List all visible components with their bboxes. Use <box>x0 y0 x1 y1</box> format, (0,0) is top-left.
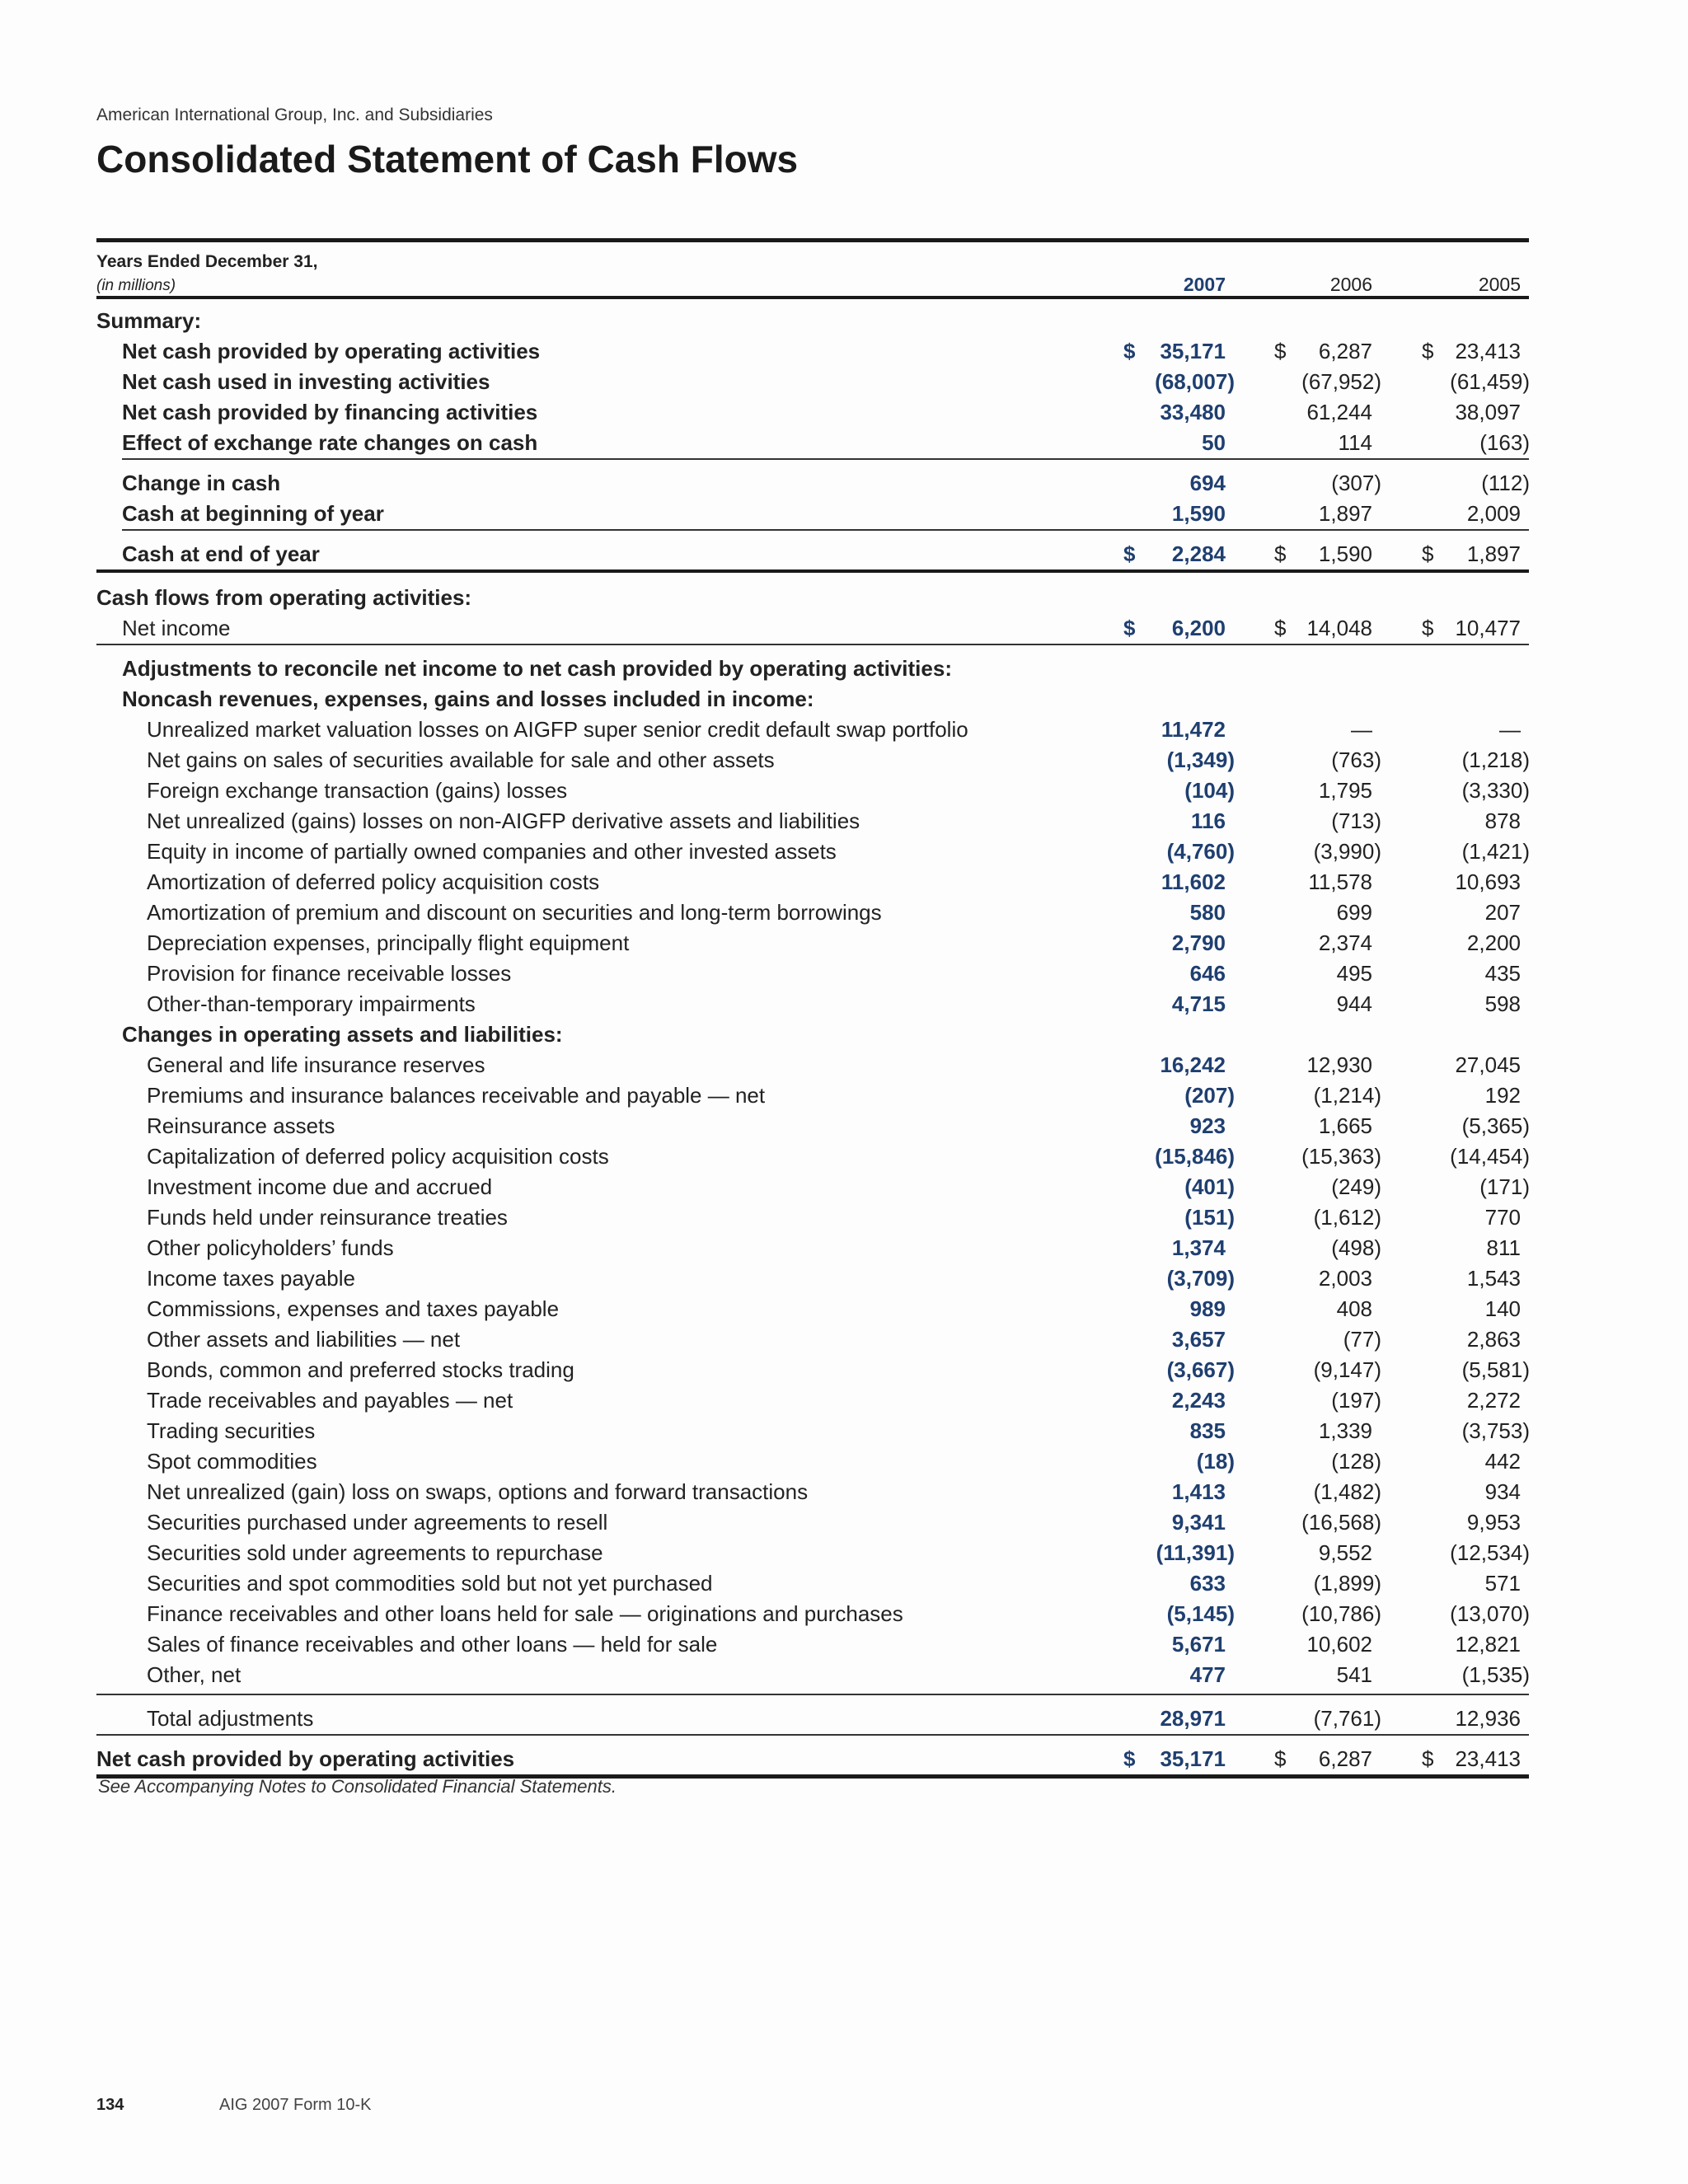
row-label: Net unrealized (gains) losses on non-AIGFP derivative assets and liabilities <box>147 808 860 833</box>
table-row <box>96 1704 1529 1734</box>
row-label: Trade receivables and payables — net <box>147 1388 513 1413</box>
value-2007: 35,171 <box>1160 339 1226 363</box>
row-label: Trading securities <box>147 1418 316 1443</box>
value-2005: 38,097 <box>1455 400 1521 424</box>
value-2006: 12,930 <box>1306 1052 1372 1077</box>
value-2005: 23,413 <box>1455 1746 1521 1771</box>
row-label: Cash at end of year <box>122 541 320 566</box>
row-label: Capitalization of deferred policy acquisition costs <box>147 1144 609 1169</box>
row-label: General and life insurance reserves <box>147 1052 485 1077</box>
section-heading: Noncash revenues, expenses, gains and losses included in income: <box>122 687 814 711</box>
table-row <box>96 1324 1529 1355</box>
currency-symbol: $ <box>1274 339 1287 363</box>
currency-symbol: $ <box>1123 541 1136 566</box>
value-2006: 408 <box>1336 1296 1372 1321</box>
cash-flow-table <box>96 238 1529 1779</box>
noncash-rows <box>96 715 1529 1019</box>
table-row <box>96 1629 1529 1660</box>
value-2006: 541 <box>1336 1662 1372 1687</box>
row-label: Investment income due and accrued <box>147 1174 493 1199</box>
units-label: (in millions) <box>96 277 176 294</box>
value-2007: 16,242 <box>1160 1052 1226 1077</box>
table-row <box>96 1263 1529 1294</box>
table-row <box>96 468 1529 499</box>
value-2006: 6,287 <box>1318 1746 1372 1771</box>
row-label: Other policyholders’ funds <box>147 1235 394 1260</box>
value-2007: 1,590 <box>1171 501 1226 526</box>
row-label: Net cash provided by financing activities <box>122 400 538 424</box>
value-2005: (5,365) <box>1461 1113 1530 1138</box>
value-2005: (12,534) <box>1450 1540 1530 1565</box>
currency-symbol: $ <box>1123 616 1136 640</box>
row-label: Reinsurance assets <box>147 1113 335 1138</box>
section-heading: Summary: <box>96 308 202 333</box>
table-row <box>96 539 1529 569</box>
value-2005: 442 <box>1484 1449 1521 1474</box>
value-2006: 114 <box>1338 430 1372 455</box>
value-2006: (16,568) <box>1301 1510 1381 1535</box>
value-2007: (5,145) <box>1166 1601 1235 1626</box>
value-2005: 598 <box>1484 991 1521 1016</box>
row-label: Funds held under reinsurance treaties <box>147 1205 508 1230</box>
value-2005: 770 <box>1484 1205 1521 1230</box>
row-label: Net cash provided by operating activities <box>122 339 541 363</box>
section-heading: Adjustments to reconcile net income to net cash provided by operating activities: <box>122 656 952 681</box>
value-2005: (1,218) <box>1461 748 1530 772</box>
value-2005: 12,821 <box>1455 1632 1521 1657</box>
row-label: Provision for finance receivable losses <box>147 961 512 986</box>
years-ended-label: Years Ended December 31, <box>96 252 318 271</box>
value-2007: 633 <box>1189 1571 1226 1596</box>
summary-heading <box>96 306 1529 336</box>
subsection-heading <box>96 684 1529 715</box>
value-2007: 4,715 <box>1171 991 1226 1016</box>
value-2006: 2,003 <box>1318 1266 1372 1291</box>
value-2007: 50 <box>1202 430 1226 455</box>
section-heading: Cash flows from operating activities: <box>96 585 472 610</box>
value-2007: (18) <box>1196 1449 1235 1474</box>
value-2005: (5,581) <box>1461 1357 1530 1382</box>
table-row <box>96 1080 1529 1111</box>
value-2005: 1,543 <box>1466 1266 1521 1291</box>
value-2006: 9,552 <box>1318 1540 1372 1565</box>
value-2005: 878 <box>1484 808 1521 833</box>
row-label: Cash at beginning of year <box>122 501 384 526</box>
value-2007: 2,284 <box>1171 541 1226 566</box>
row-label: Finance receivables and other loans held for sale — originations and purchases <box>147 1601 903 1626</box>
value-2006: (1,899) <box>1313 1571 1381 1596</box>
table-row <box>96 1568 1529 1599</box>
value-2007: 33,480 <box>1160 400 1226 424</box>
changes-rows <box>96 1050 1529 1690</box>
currency-symbol: $ <box>1274 541 1287 566</box>
document-name: AIG 2007 Form 10-K <box>219 2096 372 2114</box>
value-2006: 944 <box>1336 991 1372 1016</box>
value-2005: (163) <box>1479 430 1530 455</box>
row-label: Effect of exchange rate changes on cash <box>122 430 538 455</box>
table-row <box>96 397 1529 428</box>
value-2006: 699 <box>1336 900 1372 925</box>
value-2005: 10,477 <box>1455 616 1521 640</box>
table-row <box>96 776 1529 806</box>
table-row <box>96 989 1529 1019</box>
value-2006: 11,578 <box>1308 869 1372 894</box>
value-2007: 989 <box>1189 1296 1226 1321</box>
value-2005: (13,070) <box>1450 1601 1530 1626</box>
value-2005: 10,693 <box>1455 869 1521 894</box>
table-row <box>96 806 1529 837</box>
value-2006: (763) <box>1331 748 1381 772</box>
table-row <box>96 1233 1529 1263</box>
value-2007: 5,671 <box>1171 1632 1226 1657</box>
table-row <box>96 499 1529 529</box>
value-2006: (67,952) <box>1301 369 1381 394</box>
table-row <box>96 715 1529 745</box>
row-label: Other-than-temporary impairments <box>147 991 476 1016</box>
table-row <box>96 745 1529 776</box>
row-label: Net cash provided by operating activities <box>96 1746 515 1771</box>
value-2005: — <box>1499 717 1521 742</box>
currency-symbol: $ <box>1123 339 1136 363</box>
value-2007: (15,846) <box>1155 1144 1235 1169</box>
table-row <box>96 1172 1529 1202</box>
value-2006: 2,374 <box>1318 930 1372 955</box>
row-label: Depreciation expenses, principally flight equipment <box>147 930 630 955</box>
value-2005: 207 <box>1484 900 1521 925</box>
value-2006: (307) <box>1331 471 1381 495</box>
value-2005: (112) <box>1481 471 1530 495</box>
value-2007: 3,657 <box>1171 1327 1226 1352</box>
value-2006: 1,795 <box>1318 778 1372 803</box>
table-row <box>96 1446 1529 1477</box>
value-2005: (61,459) <box>1450 369 1530 394</box>
row-label: Bonds, common and preferred stocks trading <box>147 1357 574 1382</box>
year-2006-header: 2006 <box>1329 274 1372 295</box>
table-row <box>96 1050 1529 1080</box>
value-2007: 11,602 <box>1160 869 1226 894</box>
row-label: Commissions, expenses and taxes payable <box>147 1296 560 1321</box>
value-2007: (3,709) <box>1166 1266 1235 1291</box>
value-2007: 835 <box>1189 1418 1226 1443</box>
table-row <box>96 867 1529 898</box>
table-row <box>96 958 1529 989</box>
value-2007: 1,374 <box>1171 1235 1226 1260</box>
value-2006: (10,786) <box>1301 1601 1381 1626</box>
section-heading: Changes in operating assets and liabilities: <box>122 1022 563 1047</box>
row-label: Income taxes payable <box>147 1266 355 1291</box>
value-2007: 116 <box>1191 808 1226 833</box>
value-2006: (15,363) <box>1301 1144 1381 1169</box>
value-2006: (3,990) <box>1313 839 1381 864</box>
table-row <box>96 898 1529 928</box>
value-2006: 1,590 <box>1318 541 1372 566</box>
footnote: See Accompanying Notes to Consolidated Financial Statements. <box>98 1776 617 1797</box>
value-2006: — <box>1351 717 1372 742</box>
row-label: Sales of finance receivables and other loans — held for sale <box>147 1632 718 1657</box>
value-2006: 1,665 <box>1318 1113 1372 1138</box>
table-row <box>96 1599 1529 1629</box>
value-2007: 2,243 <box>1171 1388 1226 1413</box>
value-2005: 571 <box>1484 1571 1521 1596</box>
table-row <box>96 336 1529 367</box>
value-2005: (1,535) <box>1461 1662 1530 1687</box>
table-row <box>96 1744 1529 1779</box>
value-2005: (3,753) <box>1461 1418 1530 1443</box>
value-2007: (401) <box>1184 1174 1235 1199</box>
value-2006: (197) <box>1331 1388 1381 1413</box>
row-label: Foreign exchange transaction (gains) losses <box>147 778 568 803</box>
table-row <box>96 1477 1529 1507</box>
value-2007: 11,472 <box>1160 717 1226 742</box>
table-header <box>96 238 1529 299</box>
table-row <box>96 1111 1529 1141</box>
value-2005: (14,454) <box>1450 1144 1530 1169</box>
currency-symbol: $ <box>1422 616 1434 640</box>
table-row <box>96 1660 1529 1690</box>
table-row <box>96 1385 1529 1416</box>
value-2005: 23,413 <box>1455 339 1521 363</box>
row-label: Amortization of deferred policy acquisition costs <box>147 869 600 894</box>
value-2005: (1,421) <box>1461 839 1530 864</box>
value-2007: 580 <box>1189 900 1226 925</box>
value-2006: (249) <box>1331 1174 1381 1199</box>
row-label: Equity in income of partially owned companies and other invested assets <box>147 839 837 864</box>
value-2007: (4,760) <box>1166 839 1235 864</box>
value-2007: 28,971 <box>1160 1706 1226 1731</box>
currency-symbol: $ <box>1422 541 1434 566</box>
value-2006: 1,339 <box>1318 1418 1372 1443</box>
value-2005: 2,272 <box>1466 1388 1521 1413</box>
year-2007-header: 2007 <box>1183 274 1226 295</box>
value-2007: (11,391) <box>1156 1540 1235 1565</box>
value-2007: 477 <box>1189 1662 1226 1687</box>
value-2006: 495 <box>1336 961 1372 986</box>
value-2005: 27,045 <box>1455 1052 1521 1077</box>
value-2006: (7,761) <box>1313 1706 1381 1731</box>
value-2005: 9,953 <box>1466 1510 1521 1535</box>
table-row <box>96 1294 1529 1324</box>
table-row <box>96 928 1529 958</box>
value-2005: 435 <box>1484 961 1521 986</box>
value-2007: (3,667) <box>1166 1357 1235 1382</box>
value-2007: 694 <box>1189 471 1226 495</box>
value-2006: 14,048 <box>1306 616 1372 640</box>
value-2005: 2,863 <box>1466 1327 1521 1352</box>
subsection-heading <box>96 654 1529 684</box>
value-2006: (498) <box>1331 1235 1381 1260</box>
currency-symbol: $ <box>1274 1746 1287 1771</box>
table-row <box>96 1507 1529 1538</box>
value-2006: (1,482) <box>1313 1479 1381 1504</box>
currency-symbol: $ <box>1274 616 1287 640</box>
row-label: Unrealized market valuation losses on AIGFP super senior credit default swap portfolio <box>147 717 968 742</box>
value-2006: (1,612) <box>1313 1205 1381 1230</box>
value-2006: 6,287 <box>1318 339 1372 363</box>
value-2006: (77) <box>1343 1327 1381 1352</box>
table-row <box>96 428 1529 458</box>
row-label: Net unrealized (gain) loss on swaps, options and forward transactions <box>147 1479 809 1504</box>
row-label: Total adjustments <box>147 1706 314 1731</box>
value-2007: 9,341 <box>1171 1510 1226 1535</box>
value-2006: 1,897 <box>1318 501 1372 526</box>
value-2007: (68,007) <box>1155 369 1235 394</box>
value-2005: 811 <box>1486 1235 1521 1260</box>
page-number: 134 <box>96 2096 124 2114</box>
value-2007: 646 <box>1189 961 1226 986</box>
table-row <box>96 1355 1529 1385</box>
row-label: Spot commodities <box>147 1449 317 1474</box>
value-2005: 192 <box>1484 1083 1521 1108</box>
row-label: Net cash used in investing activities <box>122 369 490 394</box>
row-label: Other assets and liabilities — net <box>147 1327 461 1352</box>
value-2005: 140 <box>1484 1296 1521 1321</box>
currency-symbol: $ <box>1422 339 1434 363</box>
value-2005: 2,009 <box>1466 501 1521 526</box>
year-2005-header: 2005 <box>1478 274 1521 295</box>
table-row <box>96 837 1529 867</box>
value-2007: 923 <box>1189 1113 1226 1138</box>
row-label: Change in cash <box>122 471 281 495</box>
value-2006: 10,602 <box>1306 1632 1372 1657</box>
table-row <box>96 1416 1529 1446</box>
value-2007: 6,200 <box>1171 616 1226 640</box>
value-2006: (9,147) <box>1313 1357 1381 1382</box>
currency-symbol: $ <box>1422 1746 1434 1771</box>
value-2007: (207) <box>1184 1083 1235 1108</box>
value-2005: 934 <box>1484 1479 1521 1504</box>
value-2007: (151) <box>1184 1205 1235 1230</box>
row-label: Net income <box>122 616 231 640</box>
value-2007: (104) <box>1184 778 1235 803</box>
table-row <box>96 1141 1529 1172</box>
operating-heading <box>96 583 1529 613</box>
value-2007: 1,413 <box>1171 1479 1226 1504</box>
value-2006: (128) <box>1331 1449 1381 1474</box>
value-2005: (3,330) <box>1461 778 1530 803</box>
value-2006: 61,244 <box>1306 400 1372 424</box>
value-2007: (1,349) <box>1166 748 1235 772</box>
row-label: Other, net <box>147 1662 241 1687</box>
value-2005: 12,936 <box>1455 1706 1521 1731</box>
table-row <box>96 1202 1529 1233</box>
value-2006: (1,214) <box>1313 1083 1381 1108</box>
row-label: Securities sold under agreements to repurchase <box>147 1540 603 1565</box>
table-row <box>96 1538 1529 1568</box>
table-row <box>96 367 1529 397</box>
value-2005: (171) <box>1479 1174 1530 1199</box>
row-label: Securities purchased under agreements to resell <box>147 1510 608 1535</box>
page-title: Consolidated Statement of Cash Flows <box>96 138 799 180</box>
value-2005: 1,897 <box>1466 541 1521 566</box>
value-2005: 2,200 <box>1466 930 1521 955</box>
subsection-heading <box>96 1019 1529 1050</box>
value-2006: (713) <box>1331 808 1381 833</box>
row-label: Premiums and insurance balances receivable and payable — net <box>147 1083 766 1108</box>
table-row <box>96 613 1529 644</box>
company-name: American International Group, Inc. and Subsidiaries <box>96 105 493 124</box>
row-label: Net gains on sales of securities available for sale and other assets <box>147 748 775 772</box>
value-2007: 2,790 <box>1171 930 1226 955</box>
value-2007: 35,171 <box>1160 1746 1226 1771</box>
row-label: Securities and spot commodities sold but not yet purchased <box>147 1571 713 1596</box>
row-label: Amortization of premium and discount on securities and long-term borrowings <box>147 900 882 925</box>
currency-symbol: $ <box>1123 1746 1136 1771</box>
